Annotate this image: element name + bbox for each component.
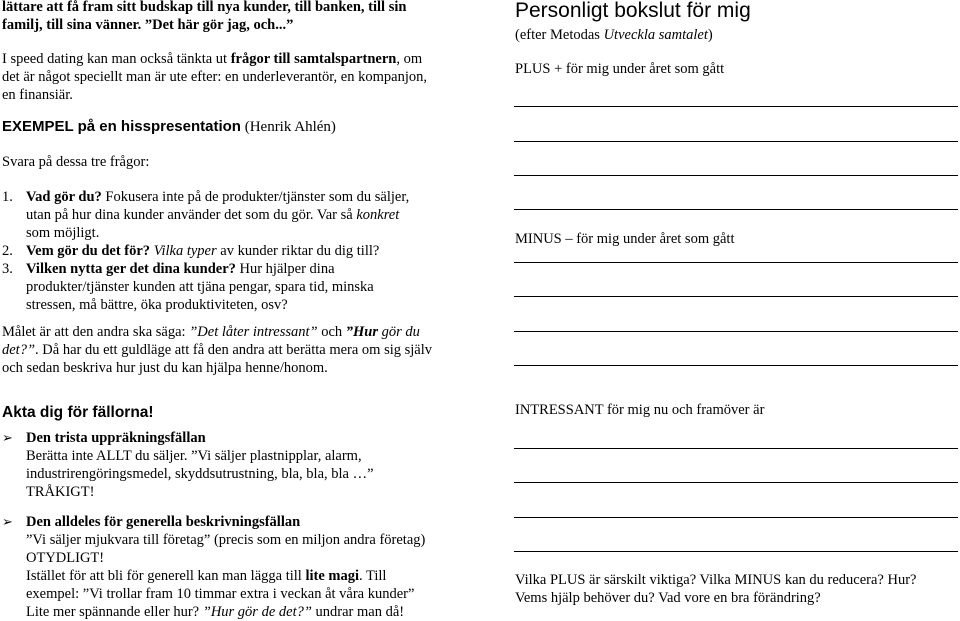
arrow-bullet-icon: ➢ <box>2 514 13 529</box>
plus-answer-line[interactable] <box>514 106 958 107</box>
intro-line-1: lättare att få fram sitt budskap till nya kunder, till banken, till sin <box>2 0 407 15</box>
plus-answer-line[interactable] <box>514 209 958 210</box>
example-heading-author: (Henrik Ahlén) <box>240 119 336 135</box>
trap-2 <box>2 513 425 621</box>
q2-text: av kunder riktar du dig till? <box>216 243 380 259</box>
q3-line-3: stressen, må bättre, öka produktiviteten, osv? <box>26 297 288 313</box>
trap-2-bold: lite magi <box>305 568 359 584</box>
goal-italic-1: ”Det låter intressant” <box>189 324 318 340</box>
trap-2-line-2: OTYDLIGT! <box>26 550 105 566</box>
q3-number: 3. <box>2 261 13 277</box>
arrow-bullet-icon: ➢ <box>2 430 13 445</box>
example-heading-title: EXEMPEL på en hisspresentation <box>2 118 241 135</box>
q1-text: Fokusera inte på de produkter/tjänster som du säljer, <box>101 189 410 205</box>
goal-bold-italic: ”Hur <box>345 324 379 340</box>
trap-2-italic: ”Hur gör de det?” <box>202 604 312 620</box>
trap-2-line-3-end: . Till <box>359 568 387 584</box>
q2-bold: Vem gör du det för? <box>26 243 151 259</box>
reflection-line-1: Vilka PLUS är särskilt viktiga? Vilka MINUS kan du reducera? Hur? <box>515 572 917 588</box>
speed-dating-text-end: , om <box>396 51 423 67</box>
minus-answer-line[interactable] <box>514 331 958 332</box>
goal-paragraph <box>2 323 432 377</box>
speed-dating-line-2: det är något speciellt man är ute efter: en underleverantör, en kompanjon, <box>2 69 427 85</box>
q1-line-3: som möjligt. <box>26 225 100 241</box>
trap-1-title: Den trista uppräkningsfällan <box>26 430 206 446</box>
trap-2-title: Den alldeles för generella beskrivningsfällan <box>26 514 301 530</box>
example-heading <box>2 118 336 136</box>
goal-line-2-italic: det?” <box>2 342 36 358</box>
subtitle-italic: Utveckla samtalet <box>603 27 708 43</box>
answer-prompt: Svara på dessa tre frågor: <box>2 154 150 170</box>
speed-dating-bold: frågor till samtalspartnern <box>230 51 397 67</box>
q1-italic: konkret <box>356 207 400 223</box>
q3-bold: Vilken nytta ger det dina kunder? <box>26 261 236 277</box>
intro-line-2: familj, till sina vänner. ”Det här gör jag, och...” <box>2 17 294 33</box>
goal-text: Målet är att den andra ska säga: <box>2 324 190 340</box>
q1-number: 1. <box>2 189 13 205</box>
plus-label: PLUS + för mig under året som gått <box>515 61 725 77</box>
question-2 <box>2 242 409 260</box>
plus-answer-line[interactable] <box>514 141 958 142</box>
subtitle-end: ) <box>707 27 713 43</box>
interesting-answer-line[interactable] <box>514 551 958 552</box>
plus-answer-line[interactable] <box>514 175 958 176</box>
interesting-answer-line[interactable] <box>514 448 958 449</box>
q2-italic: Vilka typer <box>150 243 217 259</box>
trap-2-line-1: ”Vi säljer mjukvara till företag” (precis som en miljon andra företag) <box>26 532 426 548</box>
reflection-questions <box>515 571 916 607</box>
minus-answer-line[interactable] <box>514 365 958 366</box>
intro-text <box>2 0 406 34</box>
goal-line-2: . Då har du ett guldläge att få den andra att berätta mera om sig själv <box>35 342 433 358</box>
trap-2-line-3: Istället för att bli för generell kan man lägga till <box>26 568 306 584</box>
trap-1 <box>2 429 374 501</box>
trap-2-line-5: Lite mer spännande eller hur? <box>26 604 203 620</box>
minus-answer-line[interactable] <box>514 296 958 297</box>
right-column <box>514 0 960 618</box>
minus-answer-line[interactable] <box>514 262 958 263</box>
subtitle-text: (efter Metodas <box>515 27 604 43</box>
trap-1-line-2: industrirengöringsmedel, skyddsutrustning, bla, bla, bla …” <box>26 466 374 482</box>
question-1 <box>2 188 409 206</box>
speed-dating-text: I speed dating kan man också tänkta ut <box>2 51 231 67</box>
question-3 <box>2 260 409 278</box>
traps-heading: Akta dig för fällorna! <box>2 404 154 421</box>
reflection-line-2: Vems hjälp behöver du? Vad vore en bra förändring? <box>515 590 821 606</box>
q3-text: Hur hjälper dina <box>235 261 335 277</box>
q1-line-2: utan på hur dina kunder använder det som du gör. Var så <box>26 207 357 223</box>
q3-line-2: produkter/tjänster kunden att tjäna pengar, spara tid, minska <box>26 279 374 295</box>
interesting-answer-line[interactable] <box>514 517 958 518</box>
subtitle <box>515 26 713 44</box>
page-title: Personligt bokslut för mig <box>515 0 751 22</box>
interesting-answer-line[interactable] <box>514 482 958 483</box>
goal-mid: och <box>317 324 346 340</box>
speed-dating-paragraph <box>2 50 427 104</box>
minus-label: MINUS – för mig under året som gått <box>515 231 735 247</box>
trap-1-line-1: Berätta inte ALLT du säljer. ”Vi säljer plastnipplar, alarm, <box>26 448 362 464</box>
speed-dating-line-3: en finansiär. <box>2 87 73 103</box>
trap-1-line-3: TRÅKIGT! <box>26 484 95 500</box>
q1-bold: Vad gör du? <box>26 189 102 205</box>
interesting-label: INTRESSANT för mig nu och framöver är <box>515 402 765 418</box>
trap-2-line-4: exempel: ”Vi trollar fram 10 timmar extra i veckan åt våra kunder” <box>26 586 415 602</box>
question-list <box>2 188 409 314</box>
trap-2-line-5-end: undrar man då! <box>311 604 405 620</box>
goal-italic-2: gör du <box>378 324 420 340</box>
goal-line-3: och sedan beskriva hur just du kan hjälpa henne/honom. <box>2 360 328 376</box>
q2-number: 2. <box>2 243 13 259</box>
